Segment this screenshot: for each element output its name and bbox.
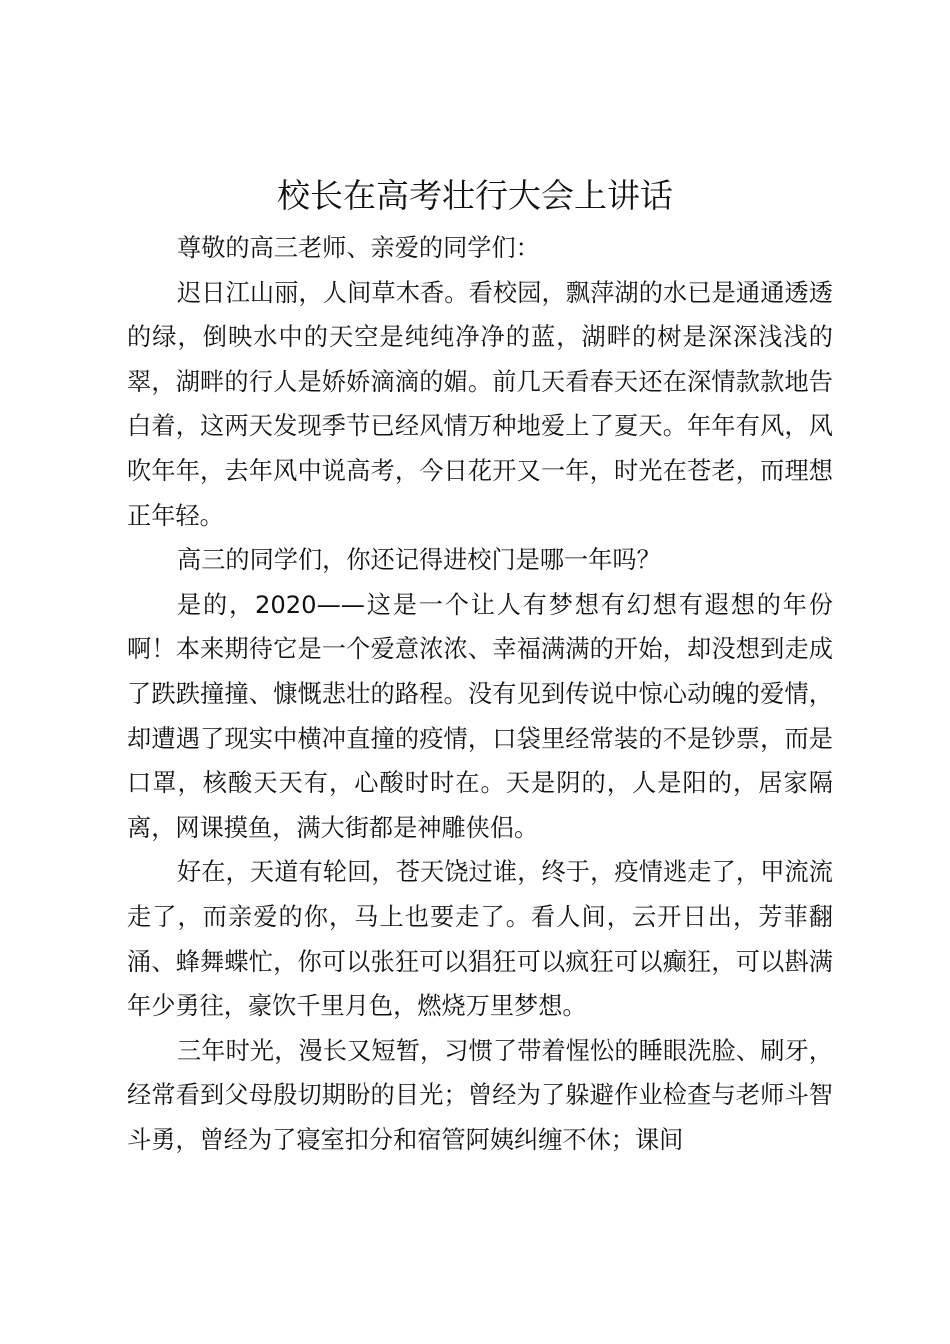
salutation-paragraph: 尊敬的高三老师、亲爱的同学们： <box>177 234 540 262</box>
page-title: 校长在高考壮行大会上讲话 <box>277 176 673 215</box>
document-body <box>127 226 833 1162</box>
body-paragraph: 迟日江山丽，人间草木香。看校园，飘萍湖的水已是通通透透的绿，倒映水中的天空是纯纯净净的蓝，湖畔的树是深深浅浅的翠，湖畔的行人是娇娇滴滴的媚。前几天看春天还在深情款款地告白着，这两天发现季节已经风情万种地爱上了夏天。年年有风，风吹年年，去年风中说高考，今日花开又一年，时光在苍老，而理想正年轻。 <box>127 278 833 530</box>
body-paragraph: 是的，2020——这是一个让人有梦想有幻想有遐想的年份啊！本来期待它是一个爱意浓浓、幸福满满的开始，却没想到走成了跌跌撞撞、慷慨悲壮的路程。没有见到传说中惊心动魄的爱情，却遭遇了现实中横冲直撞的疫情，口袋里经常装的不是钞票，而是口罩，核酸天天有，心酸时时在。天是阴的，人是阳的，居家隔离，网课摸鱼，满大街都是神雕侠侣。 <box>127 590 833 842</box>
body-paragraph: 高三的同学们，你还记得进校门是哪一年吗？ <box>177 546 661 575</box>
body-paragraph: 三年时光，漫长又短暂，习惯了带着惺忪的睡眼洗脸、刷牙，经常看到父母殷切期盼的目光；曾经为了躲避作业检查与老师斗智斗勇，曾经为了寝室扣分和宿管阿姨纠缠不休；课间 <box>127 1036 833 1154</box>
body-paragraph: 好在，天道有轮回，苍天饶过谁，终于，疫情逃走了，甲流流走了，而亲爱的你，马上也要走了。看人间，云开日出，芳菲翻涌、蜂舞蝶忙，你可以张狂可以猖狂可以疯狂可以癫狂，可以斟满年少勇往，豪饮千里月色，燃烧万里梦想。 <box>127 858 833 1021</box>
